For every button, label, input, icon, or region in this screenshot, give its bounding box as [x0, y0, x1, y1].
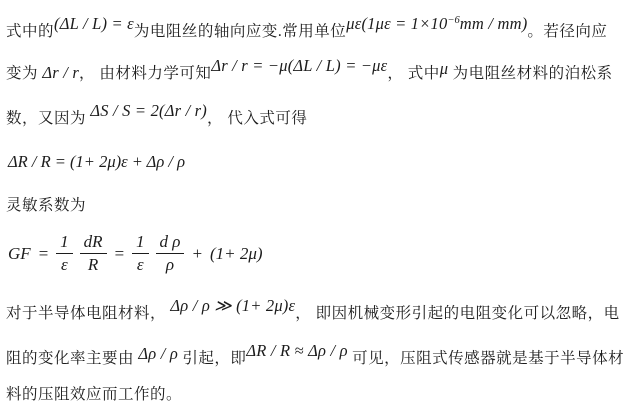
equals-sign: =: [37, 243, 50, 263]
equals-sign: =: [113, 243, 126, 263]
display-equation-gauge-factor: [8, 232, 263, 275]
fraction-dR-over-R: [80, 232, 107, 275]
paragraph-line-2: [6, 56, 613, 86]
text-run: 为电阻丝材料的泊松系: [448, 65, 613, 82]
fraction-numerator: d ρ: [156, 232, 185, 254]
paragraph-line-8: [6, 341, 625, 371]
paragraph-line-3: [6, 101, 308, 131]
paragraph-line-7: [6, 296, 620, 326]
text-run: 料的压阻效应而工作的。: [6, 386, 183, 403]
paragraph-line-5: [6, 194, 86, 218]
text-run: 为电阻丝的轴向应变.常用单位: [133, 23, 347, 40]
fraction-one-over-epsilon: [132, 232, 149, 275]
fraction-numerator: dR: [80, 232, 107, 254]
display-equation-resistance-change: [8, 152, 185, 172]
fraction-numerator: 1: [132, 232, 149, 254]
math-run: (1+ 2μ): [209, 243, 263, 263]
text-run: 可见，压阻式传感器就是基于半导体材: [347, 350, 625, 367]
math-run: ΔR / R = (1+ 2μ)ε + Δρ / ρ: [8, 152, 186, 171]
math-run: mm / mm): [459, 14, 528, 33]
text-run: ， 由材料力学可知: [78, 65, 212, 82]
inline-equation-approx: ΔR / R ≈ Δρ / ρ: [246, 341, 348, 360]
plus-sign: +: [191, 243, 203, 263]
text-run: 阻的变化率主要由: [6, 350, 139, 367]
text-run: 引起，即: [177, 350, 247, 367]
inline-equation-rho-ratio: Δρ / ρ: [138, 344, 178, 363]
inline-symbol-mu: μ: [439, 59, 449, 78]
fraction-denominator: ε: [61, 255, 68, 274]
text-run: 式中的: [6, 23, 55, 40]
inline-equation-area-change: ΔS / S = 2(Δr / r): [90, 101, 207, 120]
text-run: 灵敏系数为: [6, 197, 87, 214]
fraction-denominator: R: [87, 255, 99, 274]
inline-equation-microstrain-unit: [346, 9, 527, 36]
math-run: GF: [8, 243, 31, 263]
inline-equation-poisson-relation: Δr / r = −μ(ΔL / L) = −με: [211, 56, 388, 75]
inline-equation-axial-strain: (ΔL / L) = ε: [54, 14, 134, 33]
fraction-denominator: ε: [136, 255, 144, 274]
text-run: ， 代入式可得: [207, 110, 308, 127]
math-run: με(1με = 1×10: [346, 14, 448, 33]
text-run: 变为: [6, 65, 43, 82]
paragraph-line-1: [6, 16, 607, 44]
text-run: ， 即因机械变形引起的电阻变化可以忽略，电: [295, 305, 620, 322]
paragraph-line-9: [6, 383, 182, 407]
text-run: ， 式中: [387, 65, 440, 82]
text-run: 。若径向应: [527, 23, 608, 40]
fraction-drho-over-rho: [156, 232, 185, 275]
fraction-one-over-epsilon: [56, 232, 73, 275]
superscript-exponent: −6: [447, 15, 460, 26]
inline-equation-radial-strain: Δr / r: [42, 63, 79, 82]
fraction-denominator: ρ: [165, 255, 175, 274]
text-run: 数，又因为: [6, 110, 91, 127]
inline-equation-rho-dominates: Δρ / ρ ≫ (1+ 2μ)ε: [170, 296, 296, 315]
text-run: 对于半导体电阻材料，: [6, 305, 171, 322]
fraction-numerator: 1: [56, 232, 73, 254]
